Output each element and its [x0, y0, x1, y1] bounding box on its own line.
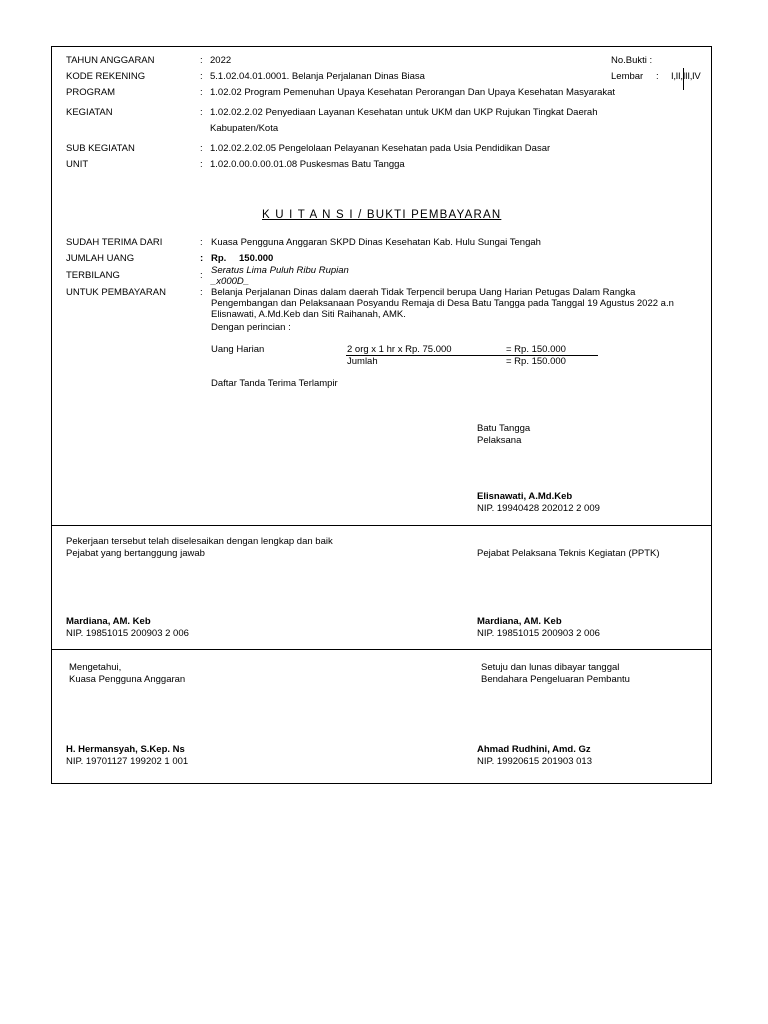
label-kode-rekening: KODE REKENING — [66, 71, 146, 82]
value-terbilang-line2: _x000D_ — [211, 276, 250, 287]
label-sub-kegiatan: SUB KEGIATAN — [66, 143, 135, 154]
item-calc: 2 org x 1 hr x Rp. 75.000 — [347, 344, 452, 355]
colon: : — [656, 71, 659, 82]
value-program: 1.02.02 Program Pemenuhan Upaya Kesehatan Perorangan Dan Upaya Kesehatan Masyarakat — [210, 87, 616, 98]
value-kegiatan: 1.02.02.2.02 Penyediaan Layanan Kesehatan untuk UKM dan UKP Rujukan Tingkat Daerah — [210, 107, 598, 118]
value-kode-rekening: 5.1.02.04.01.0001. Belanja Perjalanan Dinas Biasa — [210, 71, 425, 82]
bendahara-name: Ahmad Rudhini, Amd. Gz — [477, 744, 591, 755]
item-label: Uang Harian — [211, 344, 265, 355]
colon: : — [200, 159, 203, 170]
label-jumlah-uang: JUMLAH UANG — [66, 253, 135, 264]
colon: : — [200, 270, 203, 281]
value-tahun-anggaran: 2022 — [210, 55, 232, 66]
label-program: PROGRAM — [66, 87, 116, 98]
completion-statement: Pekerjaan tersebut telah diselesaikan dengan lengkap dan baik — [66, 536, 333, 547]
daftar-tanda-terima: Daftar Tanda Terima Terlampir — [211, 378, 338, 389]
jumlah-prefix: Rp. — [211, 253, 227, 264]
pelaksana-nip: NIP. 19940428 202012 2 009 — [477, 503, 600, 514]
value-sudah-terima: Kuasa Pengguna Anggaran SKPD Dinas Kesehatan Kab. Hulu Sungai Tengah — [211, 237, 541, 248]
colon: : — [200, 237, 203, 248]
colon: : — [200, 55, 203, 66]
label-untuk-pembayaran: UNTUK PEMBAYARAN — [66, 287, 166, 298]
label-terbilang: TERBILANG — [66, 270, 120, 281]
value-untuk-pembayaran: Belanja Perjalanan Dinas dalam daerah Tidak Terpencil berupa Uang Harian Petugas Dalam Rangka Pengembangan dan Pelaksanaan Posyandu Remaja di Desa Batu Tangga pada Tanggal 19 Agustus 2022 a.n Elisnawati, A.Md.Keb dan Siti Raihanah, AMK. — [211, 287, 674, 320]
bendahara-nip: NIP. 19920615 201903 013 — [477, 756, 592, 767]
colon: : — [200, 287, 203, 298]
lembar-divider — [683, 68, 684, 90]
responsible-official-nip: NIP. 19851015 200903 2 006 — [66, 628, 189, 639]
value-unit: 1.02.0.00.0.00.01.08 Puskesmas Batu Tangga — [210, 159, 405, 170]
colon: : — [200, 143, 203, 154]
pelaksana-place: Batu Tangga — [477, 423, 531, 434]
divider-1 — [51, 525, 712, 526]
label-kegiatan: KEGIATAN — [66, 107, 113, 118]
mengetahui-label: Mengetahui, — [69, 662, 122, 673]
pptk-nip: NIP. 19851015 200903 2 006 — [477, 628, 600, 639]
label-unit: UNIT — [66, 159, 89, 170]
value-sub-kegiatan: 1.02.02.2.02.05 Pengelolaan Pelayanan Kesehatan pada Usia Pendidikan Dasar — [210, 143, 551, 154]
perincian-label: Dengan perincian : — [211, 322, 291, 333]
lembar-value: I,II,III,IV — [671, 71, 701, 82]
label-sudah-terima: SUDAH TERIMA DARI — [66, 237, 163, 248]
colon: : — [200, 107, 203, 118]
divider-2 — [51, 649, 712, 650]
label-tahun-anggaran: TAHUN ANGGARAN — [66, 55, 155, 66]
bendahara-role: Bendahara Pengeluaran Pembantu — [481, 674, 630, 685]
pptk-role: Pejabat Pelaksana Teknis Kegiatan (PPTK) — [477, 548, 660, 559]
value-kegiatan-line2: Kabupaten/Kota — [210, 123, 279, 134]
value-jumlah-uang: 150.000 — [239, 253, 274, 264]
lembar-label: Lembar — [611, 71, 644, 82]
no-bukti-label: No.Bukti : — [611, 55, 653, 66]
value-terbilang: Seratus Lima Puluh Ribu Rupian — [211, 265, 349, 276]
responsible-official-role: Pejabat yang bertanggung jawab — [66, 548, 205, 559]
pelaksana-role: Pelaksana — [477, 435, 522, 446]
item-amount: = Rp. 150.000 — [506, 344, 566, 355]
pelaksana-name: Elisnawati, A.Md.Keb — [477, 491, 573, 502]
document-title: K U I T A N S I / BUKTI PEMBAYARAN — [262, 209, 502, 221]
colon: : — [200, 87, 203, 98]
kpa-nip: NIP. 19701127 199202 1 001 — [66, 756, 189, 767]
responsible-official-name: Mardiana, AM. Keb — [66, 616, 151, 627]
setuju-label: Setuju dan lunas dibayar tanggal — [481, 662, 620, 673]
colon: : — [200, 71, 203, 82]
jumlah-row-label: Jumlah — [347, 356, 378, 367]
colon: : — [200, 253, 204, 264]
jumlah-row-amount: = Rp. 150.000 — [506, 356, 566, 367]
kpa-name: H. Hermansyah, S.Kep. Ns — [66, 744, 185, 755]
pptk-name: Mardiana, AM. Keb — [477, 616, 562, 627]
kpa-role: Kuasa Pengguna Anggaran — [69, 674, 186, 685]
